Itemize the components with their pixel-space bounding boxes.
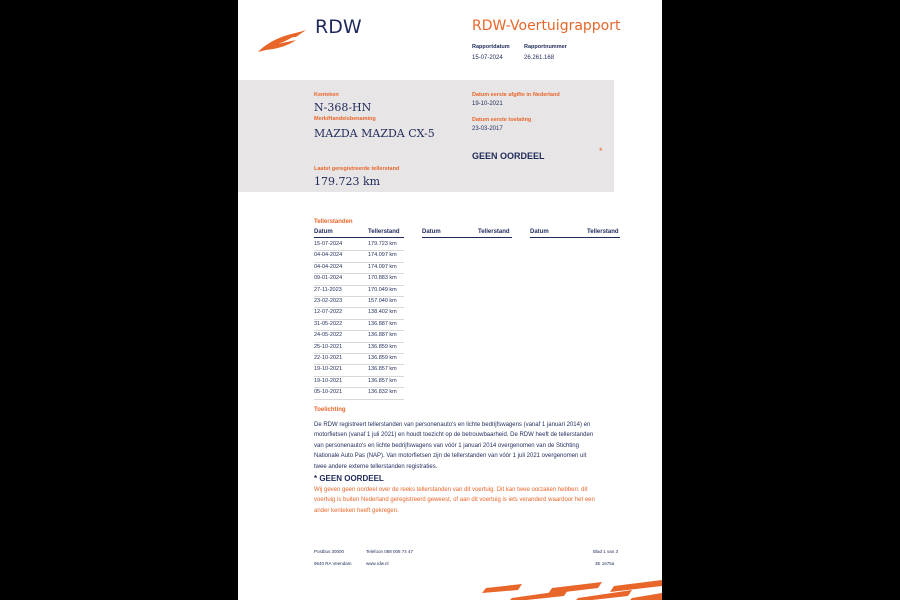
odometer-value: 179.723 km (314, 175, 381, 188)
col-date-1: Datum (314, 229, 333, 235)
table-row: 23-02-2023 157.040 km (314, 296, 404, 308)
report-date: 15-07-2024 (472, 55, 503, 61)
footer-code: 3E 1675a (595, 561, 615, 566)
report-title: RDW-Voertuigrapport (472, 18, 621, 34)
make-value: MAZDA MAZDA CX-5 (314, 127, 435, 140)
table-row: 24-05-2022 136.887 km (314, 330, 404, 342)
col-date-3: Datum (530, 229, 549, 235)
table-row: 04-04-2024 174.097 km (314, 250, 404, 262)
explanation-title: Toelichting (314, 407, 346, 413)
report-number-label: Rapportnummer (524, 44, 567, 50)
col-value-3: Tellerstand (587, 229, 619, 235)
col-date-2: Datum (422, 229, 441, 235)
report-page (238, 0, 662, 600)
make-label: Merk/Handelsbenaming (314, 116, 376, 122)
first-nl-label: Datum eerste afgifte in Nederland (472, 92, 560, 98)
odometer-label: Laatst geregistreerde tellerstand (314, 166, 400, 172)
table-row: 31-05-2022 136.887 km (314, 319, 404, 331)
footer-postbus: Postbus 30000 (314, 549, 345, 554)
table-row: 25-10-2021 136.859 km (314, 342, 404, 354)
table-row: 12-07-2022 138.402 km (314, 307, 404, 319)
table-row: 15-07-2024 179.723 km (314, 239, 404, 251)
table-row: 09-01-2024 170.883 km (314, 273, 404, 285)
first-admission-label: Datum eerste toelating (472, 117, 532, 123)
readings-title: Tellerstanden (314, 219, 353, 225)
table-row: 19-10-2021 136.857 km (314, 376, 404, 388)
explanation-text: De RDW registreert tellerstanden van personenauto's en lichte bedrijfswagens (vanaf 1 januari 2014) en motorfietsen (vanaf 1 juli 2021) en houdt toezicht op de betrouwbaarheid. De RDW heeft de tellerstanden van personenauto's en lichte bedrijfswagens van vóór 1 januari 2014 overgenomen van de Stichting Nationale Auto Pas (NAP). Van motorfietsen zijn de tellerstanden van vóór 1 juli 2021 overgenomen uit twee andere externe tellerstanden registraties. (314, 422, 594, 470)
col-rule-3 (530, 237, 620, 238)
col-rule-1 (314, 237, 404, 238)
col-rule-2 (422, 237, 512, 238)
decorative-stripes-icon (482, 580, 662, 600)
table-row: 19-10-2021 136.857 km (314, 364, 404, 376)
first-nl-value: 19-10-2021 (472, 101, 503, 107)
report-number: 26.261.168 (524, 55, 555, 61)
verdict-explanation: Wij geven geen oordeel over de reeks tellerstanden van dit voertuig. Dit kan twee oorzaken hebben: dit voertuig is buiten Nederland geregistreerd geweest, of aan dit voertuig is iets veranderd waardoor het een ander kenteken heeft gekregen. (314, 487, 595, 514)
report-date-label: Rapportdatum (472, 44, 510, 50)
table-row: 04-04-2024 174.097 km (314, 262, 404, 274)
footer-web[interactable]: www.rdw.nl (366, 561, 389, 566)
table-row: 27-11-2023 170.049 km (314, 285, 404, 297)
verdict-badge: GEEN OORDEEL (472, 151, 545, 161)
table-row: 22-10-2021 136.859 km (314, 353, 404, 365)
verdict-title: * GEEN OORDEEL (314, 474, 384, 483)
plate-value: N-368-HN (314, 101, 372, 114)
verdict-star: * (599, 146, 603, 156)
first-admission-value: 23-03-2017 (472, 126, 503, 132)
table-row: 05-10-2021 136.832 km (314, 387, 404, 399)
rdw-logo-icon (256, 28, 308, 54)
footer-address: 9640 RA Veendam (314, 561, 352, 566)
col-value-1: Tellerstand (368, 229, 400, 235)
plate-label: Kenteken (314, 92, 339, 98)
logo-text: RDW (315, 16, 362, 38)
footer-phone: Telefoon 088 008 74 47 (366, 549, 414, 554)
footer-page: Blad 1 van 3 (593, 549, 619, 554)
col-value-2: Tellerstand (478, 229, 510, 235)
